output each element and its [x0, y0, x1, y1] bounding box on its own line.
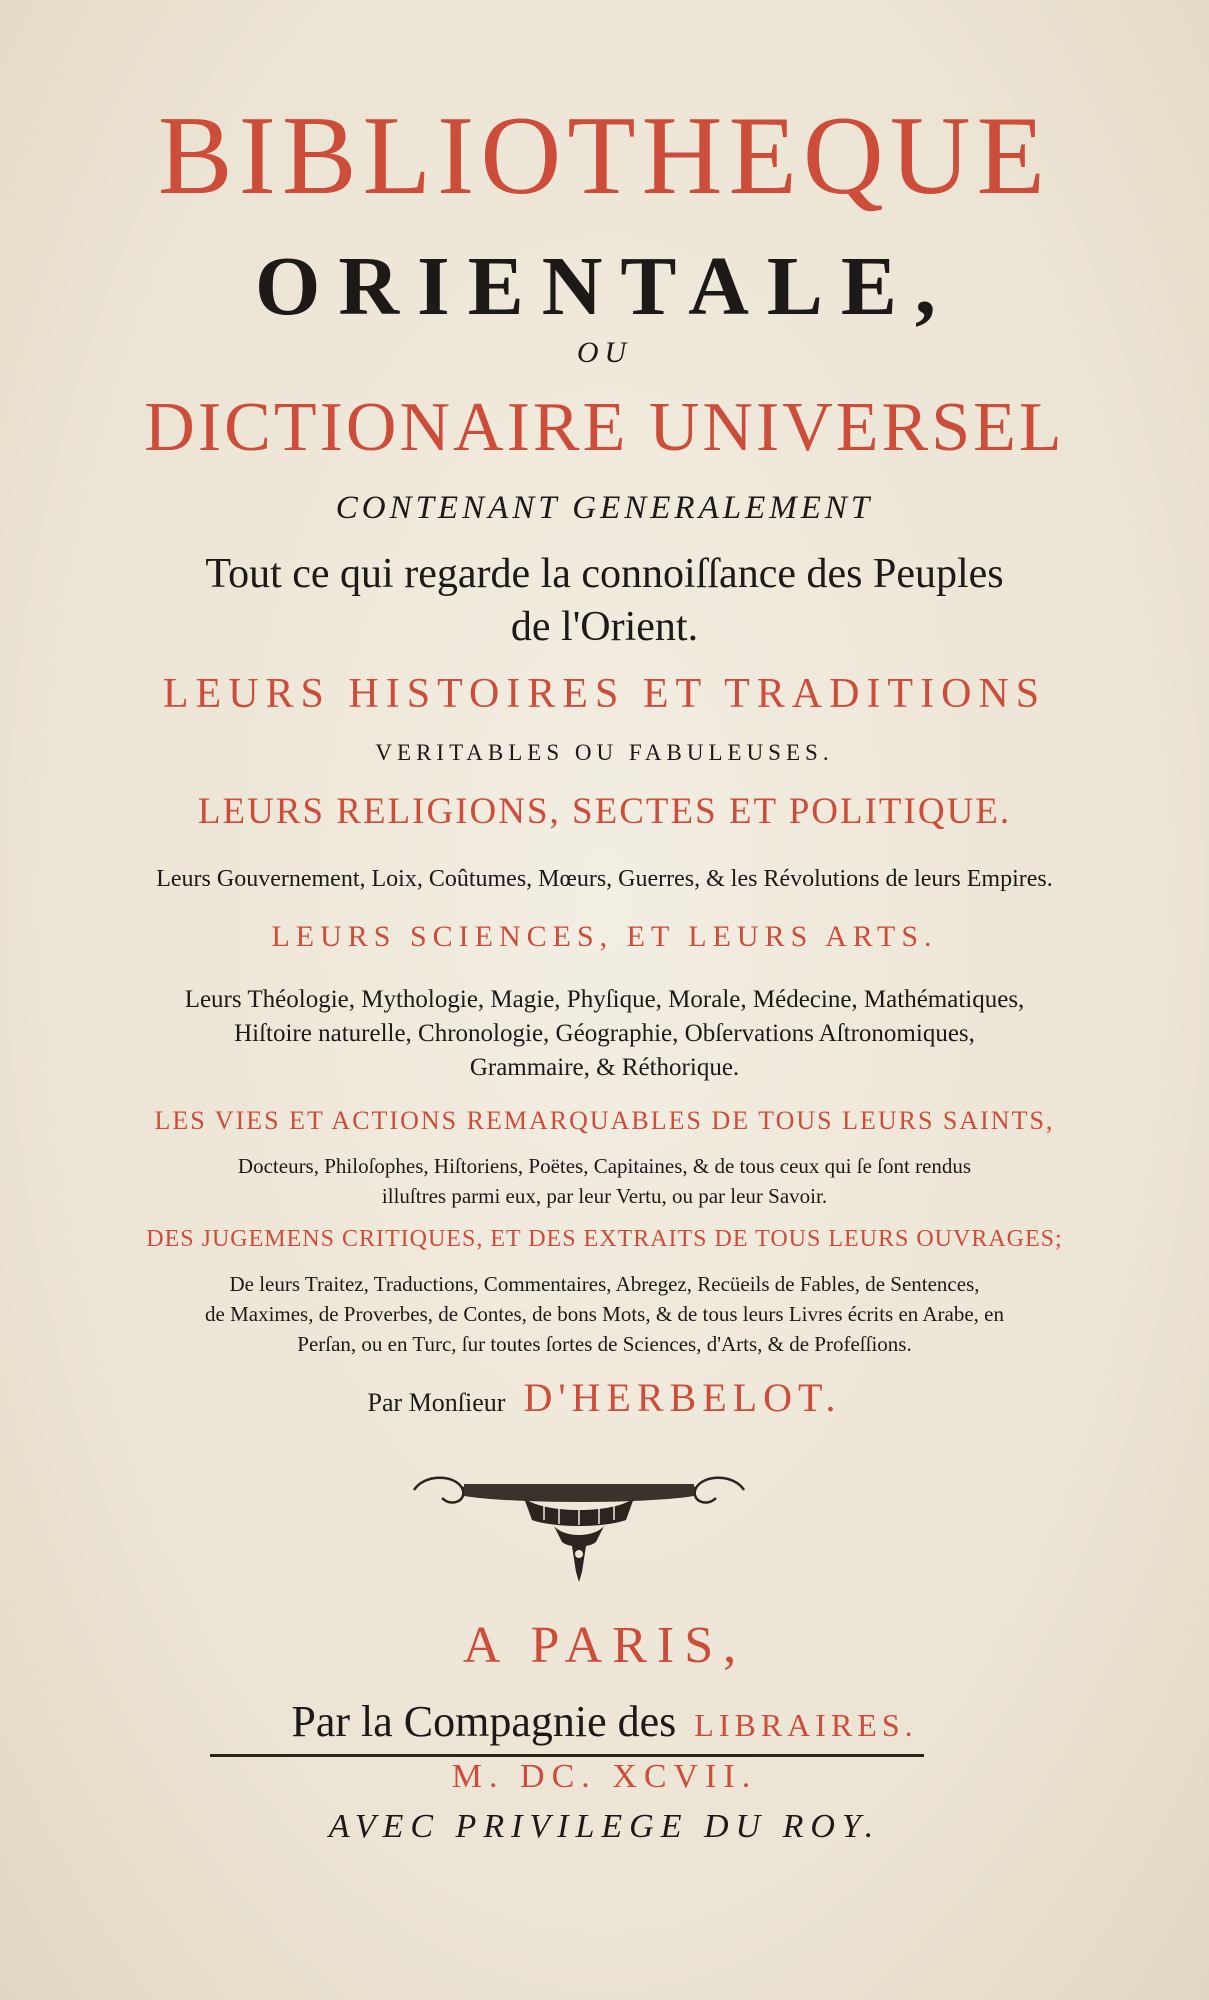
section-histoires-sub: VERITABLES OU FABULEUSES.: [375, 740, 834, 765]
section-ouvrages-body-1: De leurs Traitez, Traductions, Commentaires, Abregez, Recüeils de Fables, de Sentences,: [229, 1272, 980, 1296]
title-line-dictionaire: DICTIONAIRE UNIVERSEL: [144, 389, 1065, 466]
author-prefix: Par Monſieur: [367, 1388, 506, 1417]
title-conjunction: OU: [576, 336, 633, 369]
section-saints-body-1: Docteurs, Philoſophes, Hiſtoriens, Poëtes, Capitaines, & de tous ceux qui ſe ſont rendus: [237, 1154, 972, 1178]
section-ouvrages-body-2: de Maximes, de Proverbes, de Contes, de bons Mots, & de tous leurs Livres écrits en Arabe, en: [205, 1302, 1004, 1326]
section-ouvrages-body-3: Perſan, ou en Turc, ſur toutes ſortes de Sciences, d'Arts, & de Profeſſions.: [297, 1332, 912, 1356]
title-line-bibliotheque: BIBLIOTHEQUE: [157, 94, 1052, 218]
section-religions-heading: LEURS RELIGIONS, SECTES ET POLITIQUE.: [197, 791, 1012, 832]
section-sciences-body-1: Leurs Théologie, Mythologie, Magie, Phyſique, Morale, Médecine, Mathématiques,: [184, 986, 1025, 1013]
fleuron-ornament-icon: [404, 1468, 754, 1588]
imprint-rule: [210, 1754, 924, 1757]
section-sciences-heading: LEURS SCIENCES, ET LEURS ARTS.: [271, 920, 938, 953]
imprint-publisher: [0, 1696, 1209, 1747]
publisher-name: LIBRAIRES.: [694, 1707, 918, 1743]
imprint-city: A PARIS,: [462, 1617, 747, 1674]
imprint-year: M. DC. XCVII.: [451, 1758, 758, 1795]
imprint-privilege: AVEC PRIVILEGE DU ROY.: [328, 1808, 881, 1845]
author-name: D'HERBELOT.: [523, 1375, 842, 1420]
section-ouvrages-heading: DES JUGEMENS CRITIQUES, ET DES EXTRAITS DE TOUS LEURS OUVRAGES;: [146, 1226, 1063, 1252]
section-histoires-heading: LEURS HISTOIRES ET TRADITIONS: [162, 671, 1047, 717]
author-line: [0, 1374, 1209, 1421]
section-saints-body-2: illuſtres parmi eux, par leur Vertu, ou par leur Savoir.: [381, 1184, 828, 1208]
section-religions-body: Leurs Gouvernement, Loix, Coûtumes, Mœurs, Guerres, & les Révolutions de leurs Empires.: [156, 866, 1053, 892]
subtitle-lead: CONTENANT GENERALEMENT: [335, 490, 874, 526]
section-sciences-body-2: Hiſtoire naturelle, Chronologie, Géographie, Obſervations Aſtronomiques,: [234, 1020, 975, 1047]
subtitle-body-2: de l'Orient.: [510, 604, 699, 650]
section-sciences-body-3: Grammaire, & Réthorique.: [469, 1054, 740, 1081]
title-line-orientale: ORIENTALE,: [255, 240, 954, 333]
publisher-prefix: Par la Compagnie des: [291, 1697, 677, 1746]
subtitle-body-1: Tout ce qui regarde la connoiſſance des Peuples: [205, 551, 1004, 597]
section-saints-heading: LES VIES ET ACTIONS REMARQUABLES DE TOUS LEURS SAINTS,: [154, 1106, 1055, 1135]
